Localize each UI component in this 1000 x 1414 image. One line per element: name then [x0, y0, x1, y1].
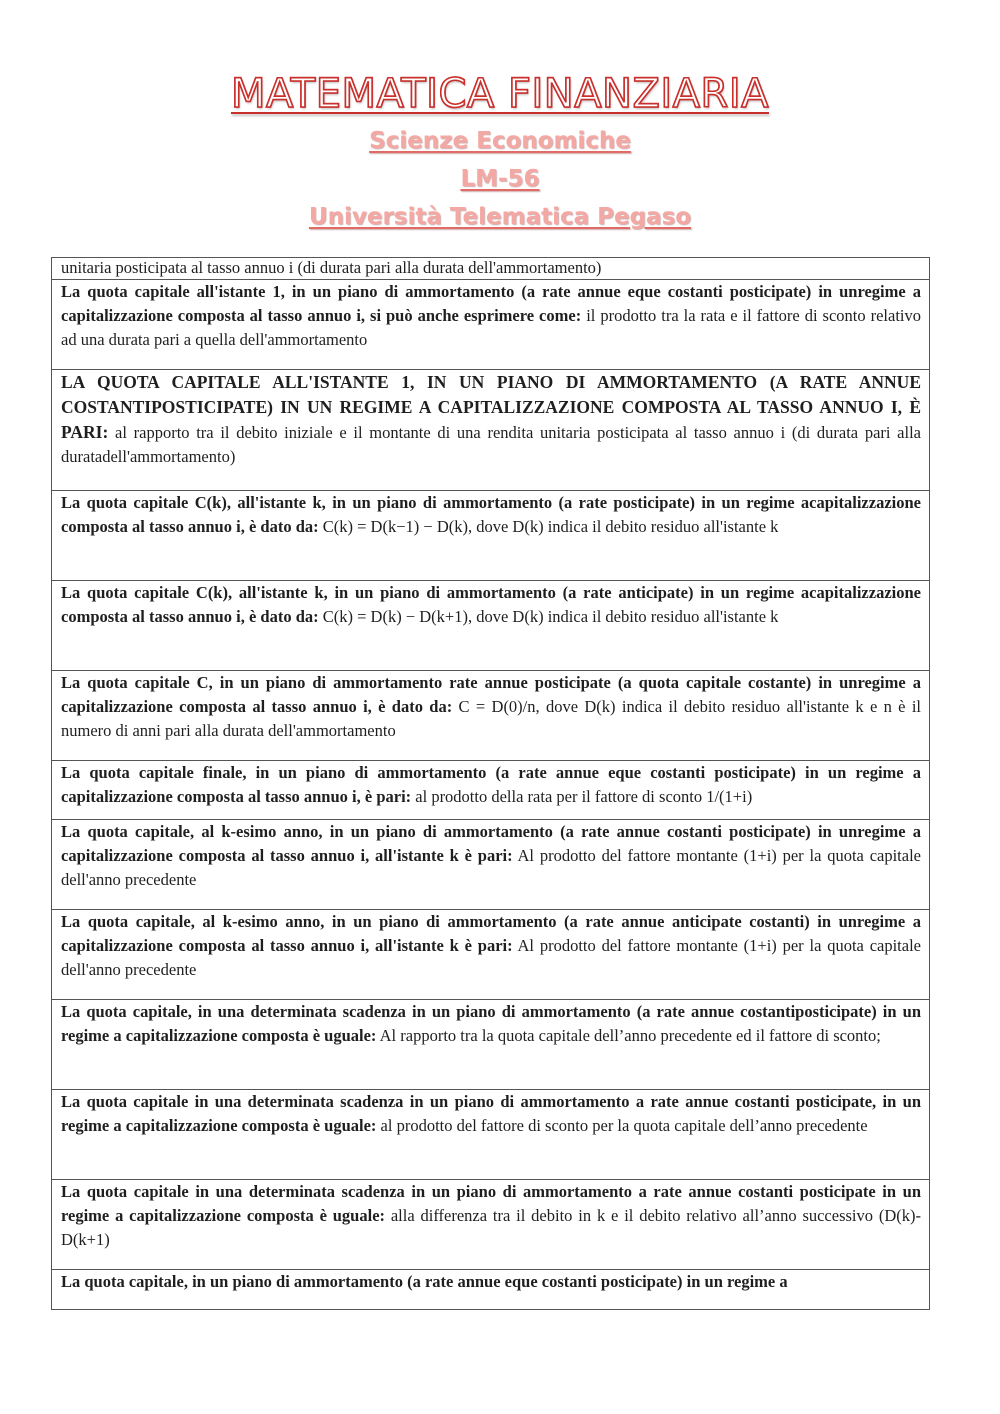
- table-row: [52, 1000, 930, 1090]
- answer-text: C(k) = D(k) − D(k+1), dove D(k) indica il debito residuo all'istante k: [322, 607, 779, 626]
- table-row: [52, 910, 930, 1000]
- question-text: La quota capitale, al k-esimo anno, in un piano di ammortamento (a rate annue costanti posticipate) in unregime a capitalizzazione composta al tasso annuo i, all'istante k è pari:: [61, 822, 921, 865]
- answer-text: Al rapporto tra la quota capitale dell’anno precedente ed il fattore di sconto;: [379, 1026, 881, 1045]
- question-text: La quota capitale finale, in un piano di ammortamento (a rate annue eque costanti posticipate) in un regime a capitalizzazione composta al tasso annuo i, è pari:: [61, 763, 921, 806]
- table-row: [52, 1090, 930, 1180]
- table-row: [52, 761, 930, 820]
- answer-text: al prodotto del fattore di sconto per la quota capitale dell’anno precedente: [380, 1116, 868, 1135]
- table-row: [52, 258, 930, 280]
- question-text: La quota capitale C, in un piano di ammortamento rate annue posticipate (a quota capitale costante) in unregime a capitalizzazione composta al tasso annuo i, è dato da:: [61, 673, 921, 716]
- answer-text: Al prodotto del fattore montante (1+i) per la quota capitale dell'anno precedente: [61, 846, 921, 889]
- table-row: [52, 280, 930, 370]
- answer-text: C(k) = D(k−1) − D(k), dove D(k) indica il debito residuo all'istante k: [322, 517, 779, 536]
- answer-text: al prodotto della rata per il fattore di sconto 1/(1+i): [415, 787, 753, 806]
- answer-text: alla differenza tra il debito in k e il debito relativo all’anno successivo (D(k)-D(k+1): [61, 1206, 921, 1249]
- answer-text: Al prodotto del fattore montante (1+i) per la quota capitale dell'anno precedente: [61, 936, 921, 979]
- table-row: [52, 671, 930, 761]
- question-text: La quota capitale C(k), all'istante k, in un piano di ammortamento (a rate posticipate) in un regime acapitalizzazione composta al tasso annuo i, è dato da:: [61, 493, 921, 536]
- table-row: [52, 581, 930, 671]
- question-text: La quota capitale, in un piano di ammortamento (a rate annue eque costanti posticipate) in un regime a: [61, 1272, 788, 1291]
- question-text: La quota capitale, al k-esimo anno, in un piano di ammortamento (a rate annue anticipate costanti) in unregime a capitalizzazione composta al tasso annuo i, all'istante k è pari:: [61, 912, 921, 955]
- table-row: [52, 820, 930, 910]
- document-title: MATEMATICA FINANZIARIA: [230, 71, 769, 117]
- course-code: LM-56: [460, 166, 540, 192]
- document-header: [0, 66, 1000, 236]
- question-text: La quota capitale in una determinata scadenza in un piano di ammortamento a rate annue costanti posticipate in un regime a capitalizzazione composta è uguale:: [61, 1182, 921, 1225]
- question-text: La quota capitale in una determinata scadenza in un piano di ammortamento a rate annue costanti posticipate, in un regime a capitalizzazione composta è uguale:: [61, 1092, 921, 1135]
- question-text: La quota capitale C(k), all'istante k, in un piano di ammortamento (a rate anticipate) in un regime acapitalizzazione composta al tasso annuo i, è dato da:: [61, 583, 921, 626]
- question-text: La quota capitale, in una determinata scadenza in un piano di ammortamento (a rate annue costantiposticipate) in un regime a capitalizzazione composta è uguale:: [61, 1002, 921, 1045]
- university-name: Università Telematica Pegaso: [308, 204, 692, 230]
- question-text: La quota capitale all'istante 1, in un piano di ammortamento (a rate annue eque costanti posticipate) in unregime a capitalizzazione composta al tasso annuo i, si può anche esprimere come:: [61, 282, 921, 325]
- course-name: Scienze Economiche: [369, 128, 631, 154]
- question-text: LA QUOTA CAPITALE ALL'ISTANTE 1, IN UN PIANO DI AMMORTAMENTO (A RATE ANNUE COSTANTIPOSTICIPATE) IN UN REGIME A CAPITALIZZAZIONE COMPOSTA AL TASSO ANNUO I, È PARI:: [61, 372, 921, 442]
- table-row: [52, 491, 930, 581]
- answer-text: unitaria posticipata al tasso annuo i (di durata pari alla durata dell'ammortamento): [61, 258, 602, 277]
- question-answer-table: [51, 257, 930, 1310]
- answer-text: al rapporto tra il debito iniziale e il montante di una rendita unitaria posticipata al tasso annuo i (di durata pari alla duratadell'ammortamento): [61, 423, 921, 466]
- answer-text: il prodotto tra la rata e il fattore di sconto relativo ad una durata pari a quella dell'ammortamento: [61, 306, 921, 349]
- table-row: [52, 370, 930, 491]
- answer-text: C = D(0)/n, dove D(k) indica il debito residuo all'istante k e n è il numero di anni pari alla durata dell'ammortamento: [61, 697, 922, 740]
- table-row: [52, 1270, 930, 1310]
- table-row: [52, 1180, 930, 1270]
